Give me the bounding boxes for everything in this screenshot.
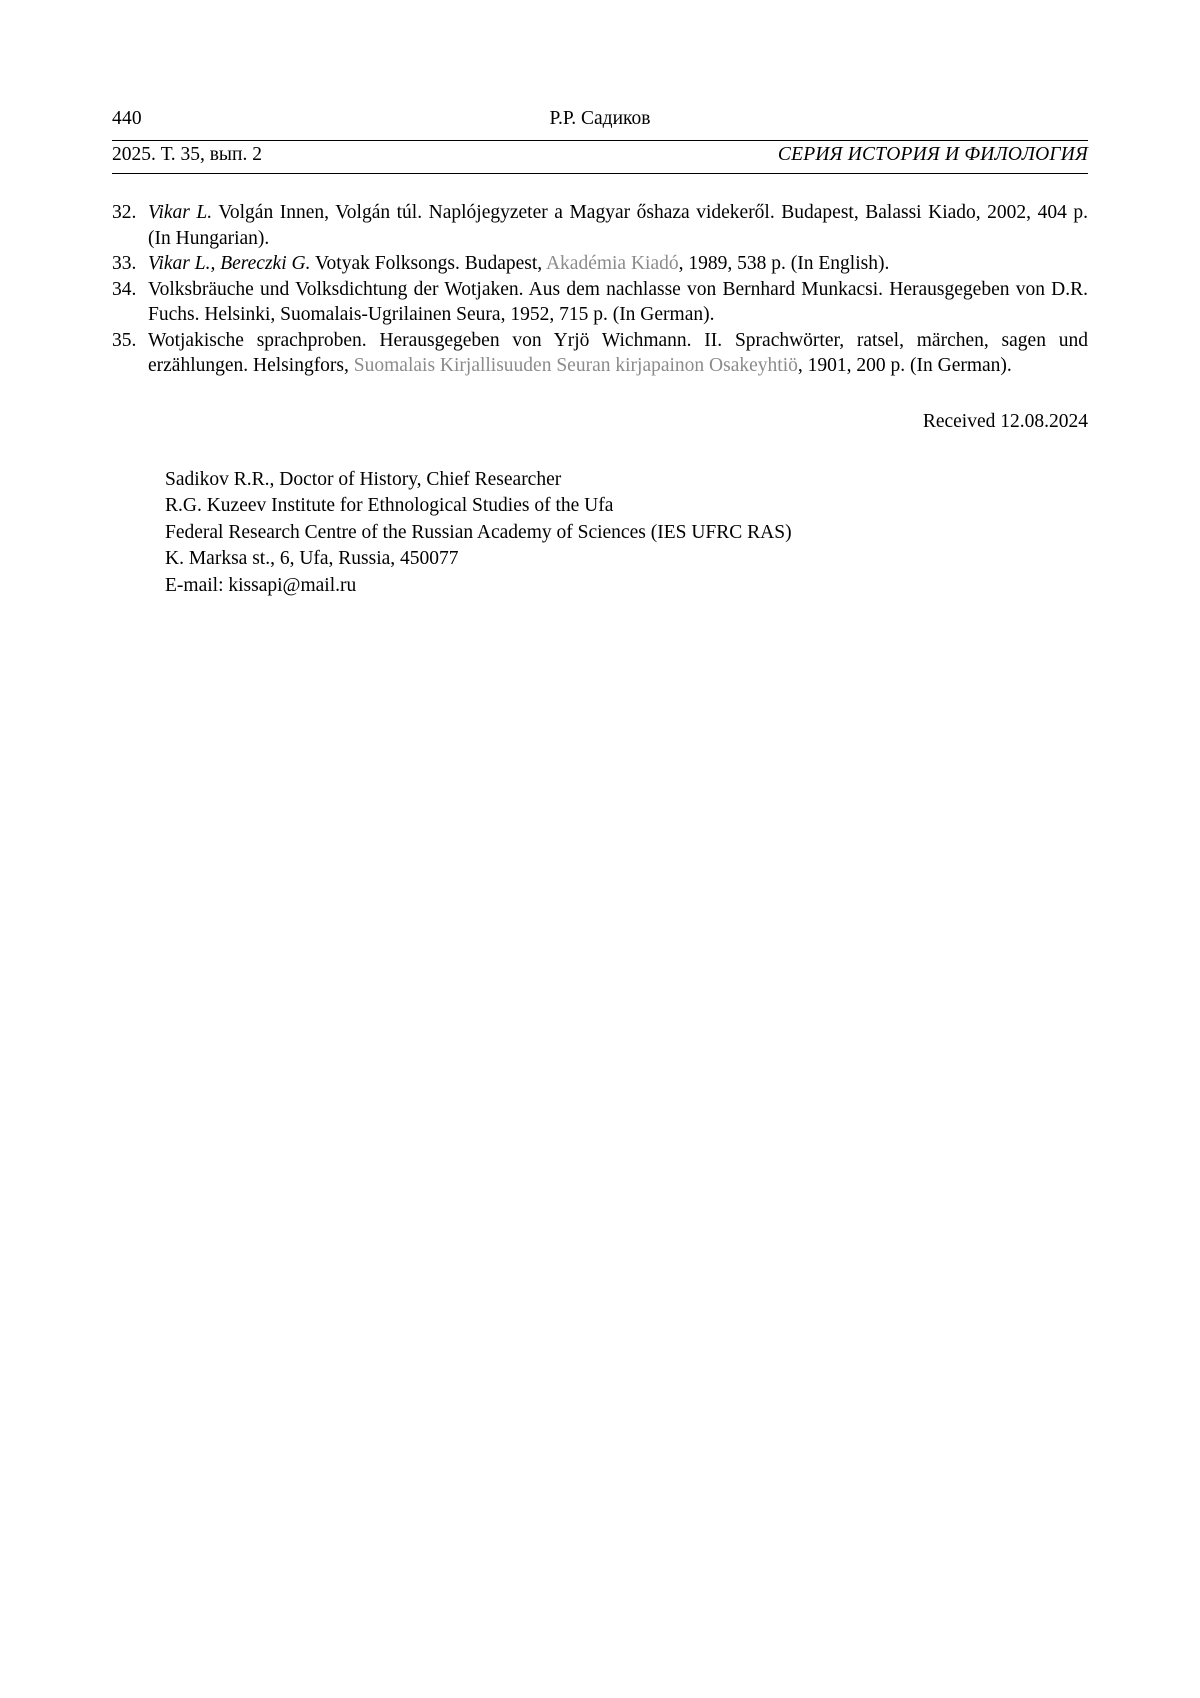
reference-text: Votyak Folksongs. Budapest, bbox=[310, 253, 546, 274]
issue-info: 2025. Т. 35, вып. 2 bbox=[112, 144, 262, 165]
reference-publisher: Suomalais Kirjallisuuden Seuran kirjapainon Osakeyhtiö bbox=[353, 355, 798, 376]
reference-author: Vikar L., Bereczki G. bbox=[148, 253, 311, 274]
reference-text: Wotjakische sprachproben. Herausgegeben von Yrjö Wichmann. II. Sprachwörter, ratsel, märchen, sagen und erzählungen. Helsingfors, bbox=[148, 329, 1088, 376]
reference-publisher: Akadémia Kiadó bbox=[545, 253, 679, 274]
reference-text-tail: , 1989, 538 p. (In English). bbox=[678, 253, 890, 274]
author-name-line: Sadikov R.R., Doctor of History, Chief Researcher bbox=[165, 468, 562, 490]
affiliation-line-1: R.G. Kuzeev Institute for Ethnological Studies of the Ufa bbox=[165, 495, 614, 516]
received-date: Received 12.08.2024 bbox=[922, 410, 1088, 432]
header-rule-top bbox=[112, 140, 1088, 141]
header-rule-bottom bbox=[112, 173, 1088, 174]
issue-line bbox=[112, 144, 1088, 172]
reference-number: 32. bbox=[112, 202, 137, 223]
list-item bbox=[112, 251, 1088, 277]
reference-number: 33. bbox=[112, 253, 137, 274]
reference-author: Vikar L. bbox=[148, 202, 213, 223]
reference-list bbox=[112, 200, 1088, 379]
email-line: E-mail: kissapi@mail.ru bbox=[165, 574, 357, 596]
list-item bbox=[112, 277, 1088, 328]
list-item bbox=[112, 328, 1088, 379]
reference-number: 35. bbox=[112, 329, 137, 351]
reference-text: Volksbräuche und Volksdichtung der Wotjaken. Aus dem nachlasse von Bernhard Munkacsi. Herausgegeben von D.R. Fuchs. Helsinki, Suomalais-Ugrilainen Seura, 1952, 715 p. (In German). bbox=[148, 278, 1088, 325]
affiliation-line-2: Federal Research Centre of the Russian Academy of Sciences (IES UFRC RAS) bbox=[165, 521, 792, 543]
author-affiliation-block bbox=[165, 467, 1088, 600]
running-author: Р.Р. Садиков bbox=[549, 108, 651, 129]
page-number: 440 bbox=[112, 108, 142, 129]
series-title: СЕРИЯ ИСТОРИЯ И ФИЛОЛОГИЯ bbox=[777, 144, 1088, 165]
address-line: K. Marksa st., 6, Ufa, Russia, 450077 bbox=[165, 548, 459, 569]
page-content bbox=[112, 108, 1088, 599]
reference-text-tail: , 1901, 200 p. (In German). bbox=[797, 355, 1012, 376]
running-head bbox=[112, 108, 1088, 138]
reference-text: Volgán Innen, Volgán túl. Naplójegyzeter a Magyar őshaza videkeről. Budapest, Balassi Kiado, 2002, 404 p. (In Hungarian). bbox=[148, 202, 1088, 249]
reference-number: 34. bbox=[112, 278, 137, 300]
list-item bbox=[112, 200, 1088, 251]
